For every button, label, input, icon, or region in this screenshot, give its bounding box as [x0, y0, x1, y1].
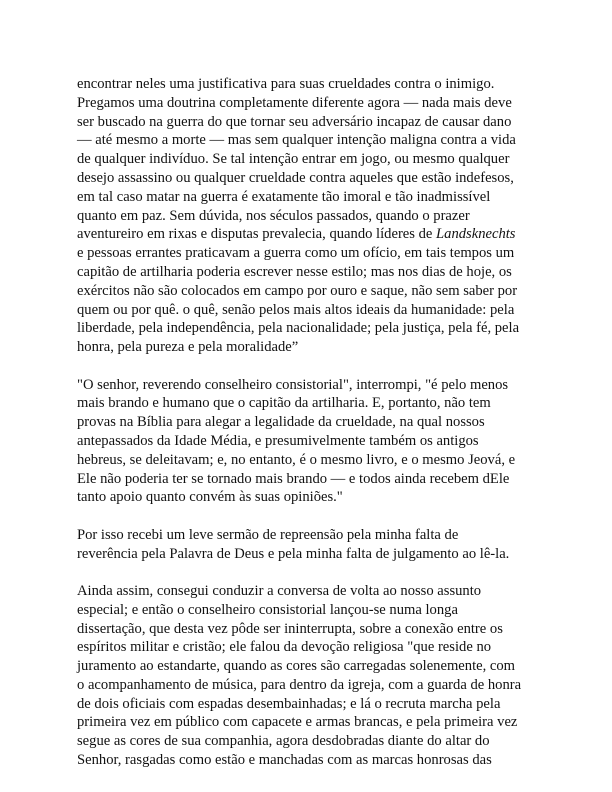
text-line: [77, 94, 537, 113]
text-segment: mais brando e humano que o capitão da artilharia. E, portanto, não tem: [77, 395, 491, 412]
text-segment: Senhor, rasgadas como estão e manchadas com as marcas honrosas das: [77, 752, 492, 769]
paragraph: [77, 75, 537, 357]
text-segment: Pregamos uma doutrina completamente diferente agora — nada mais deve: [77, 94, 512, 111]
text-segment: dissertação, que desta vez pôde ser ininterrupta, sobre a conexão entre os: [77, 620, 503, 637]
text-segment: em tal caso matar na guerra é exatamente tão imoral e tão inadmissível: [77, 188, 491, 205]
text-line: [77, 225, 537, 244]
text-segment: Ele não poderia ter se tornado mais brando — e todos ainda recebem dEle: [77, 470, 510, 487]
text-line: [77, 470, 537, 489]
text-segment: aventureiro em rixas e disputas prevalecia, quando líderes de: [77, 226, 437, 243]
text-segment: hebreus, se deleitavam; e, no entanto, é o mesmo livro, e o mesmo Jeová, e: [77, 451, 516, 468]
text-line: [77, 131, 537, 150]
text-line: [77, 244, 537, 263]
text-segment: o acompanhamento de música, para dentro da igreja, com a guarda de honra: [77, 676, 522, 693]
text-segment: desejo assassino ou qualquer crueldade contra aqueles que estão indefesos,: [77, 169, 514, 186]
document-page: [77, 75, 537, 788]
text-line: [77, 413, 537, 432]
text-segment: antepassados da Idade Média, e presumivelmente também os antigos: [77, 432, 479, 449]
text-segment: espíritos militar e cristão; ele falou da devoção religiosa "que reside no: [77, 639, 492, 656]
text-segment: Ainda assim, consegui conduzir a conversa de volta ao nosso assunto: [77, 582, 482, 599]
text-line: [77, 169, 537, 188]
text-line: [77, 113, 537, 132]
text-segment: especial; e então o conselheiro consistorial lançou-se numa longa: [77, 601, 458, 618]
paragraph: [77, 582, 537, 770]
text-line: [77, 545, 537, 564]
text-line: [77, 432, 537, 451]
text-line: [77, 638, 537, 657]
text-line: [77, 451, 537, 470]
text-segment: juramento ao estandarte, quando as cores são carregadas solenemente, com: [77, 658, 516, 675]
text-line: [77, 150, 537, 169]
text-segment: — até mesmo a morte — mas sem qualquer intenção maligna contra a vida: [77, 132, 516, 149]
text-segment: de qualquer indivíduo. Se tal intenção entrar em jogo, ou mesmo qualquer: [77, 151, 510, 168]
italic-text: Landsknechts: [436, 226, 516, 243]
text-line: [77, 620, 537, 639]
text-segment: tanto apoio quanto convém às suas opiniões.": [77, 489, 343, 506]
text-line: [77, 713, 537, 732]
text-segment: quanto em paz. Sem dúvida, nos séculos passados, quando o prazer: [77, 207, 470, 224]
text-segment: provas na Bíblia para alegar a legalidade da crueldade, na qual nossos: [77, 414, 485, 431]
text-segment: honra, pela pureza e pela moralidade”: [77, 339, 299, 356]
text-line: [77, 751, 537, 770]
text-line: [77, 657, 537, 676]
text-line: [77, 488, 537, 507]
text-line: [77, 263, 537, 282]
text-line: [77, 188, 537, 207]
text-segment: Por isso recebi um leve sermão de repreensão pela minha falta de: [77, 526, 459, 543]
text-segment: liberdade, pela independência, pela nacionalidade; pela justiça, pela fé, pela: [77, 320, 520, 337]
text-segment: e pessoas errantes praticavam a guerra como um ofício, em tais tempos um: [77, 245, 515, 262]
text-line: [77, 695, 537, 714]
text-segment: quem ou por quê. o quê, senão pelos mais altos ideais da humanidade: pela: [77, 301, 515, 318]
text-line: [77, 582, 537, 601]
text-segment: capitão de artilharia poderia escrever nesse estilo; mas nos dias de hoje, os: [77, 263, 512, 280]
text-line: [77, 301, 537, 320]
text-line: [77, 319, 537, 338]
text-line: [77, 394, 537, 413]
text-segment: segue as cores de sua companhia, agora desdobradas diante do altar do: [77, 733, 490, 750]
text-line: [77, 75, 537, 94]
text-segment: primeira vez em público com capacete e armas brancas, e pela primeira vez: [77, 714, 518, 731]
text-segment: encontrar neles uma justificativa para suas crueldades contra o inimigo.: [77, 76, 495, 92]
text-line: [77, 376, 537, 395]
text-segment: ser buscado na guerra do que tornar seu adversário incapaz de causar dano: [77, 113, 512, 130]
text-segment: exércitos não são colocados em campo por ouro e saque, não sem saber por: [77, 282, 518, 299]
text-line: [77, 207, 537, 226]
text-line: [77, 526, 537, 545]
paragraph: [77, 376, 537, 508]
paragraph: [77, 526, 537, 564]
text-segment: "O senhor, reverendo conselheiro consistorial", interrompi, "é pelo menos: [77, 376, 509, 393]
text-segment: de dois oficiais com espadas desembainhadas; e lá o recruta marcha pela: [77, 695, 501, 712]
text-line: [77, 282, 537, 301]
text-line: [77, 676, 537, 695]
text-line: [77, 338, 537, 357]
text-segment: reverência pela Palavra de Deus e pela minha falta de julgamento ao lê-la.: [77, 545, 510, 562]
text-line: [77, 601, 537, 620]
text-line: [77, 732, 537, 751]
